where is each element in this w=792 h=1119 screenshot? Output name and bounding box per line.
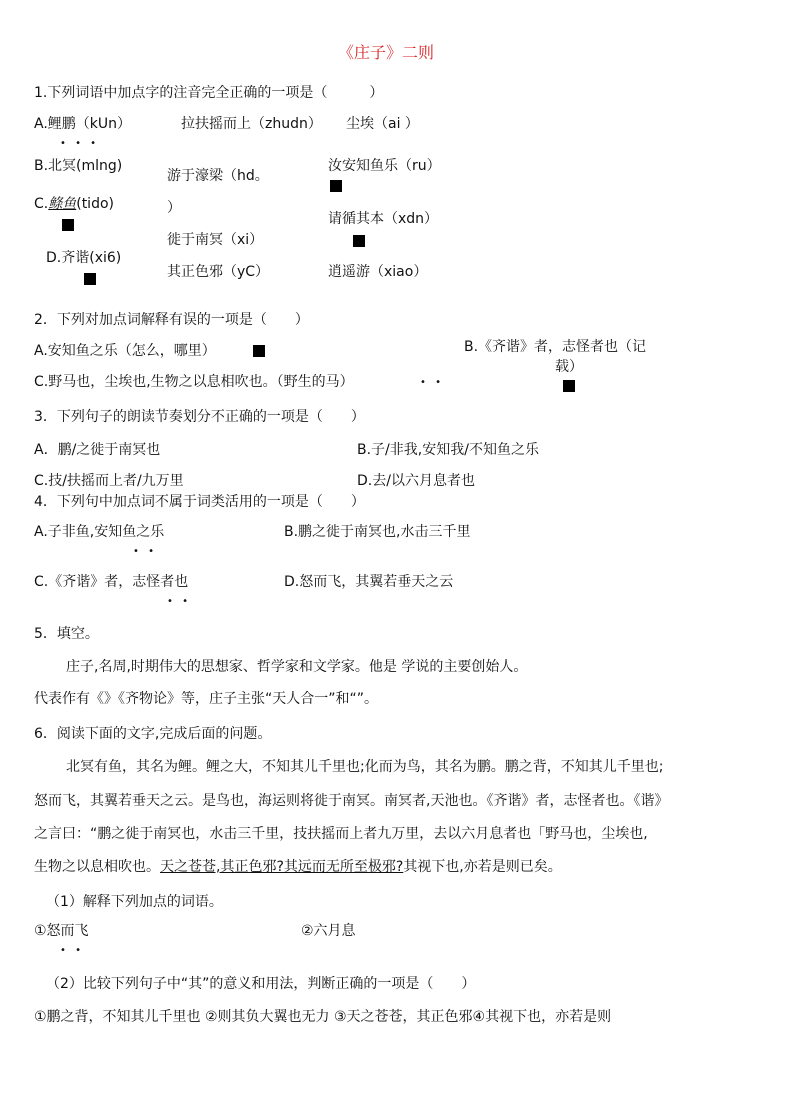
q5-line-2: 代表作有《》《齐物论》等，庄子主张“天人合一”和“”。: [34, 691, 379, 707]
emphasis-dots: • • •: [60, 138, 100, 149]
emphasis-dots: • •: [133, 546, 157, 557]
emphasis-dots: • •: [60, 945, 84, 956]
mark-square: [563, 380, 575, 392]
q1-option-d-3: 逍遥游（xiao）: [328, 264, 428, 280]
q1-option-c-3: 请循其本（xdn）: [328, 211, 439, 227]
subquestion-1: （1）解释下列加点的词语。: [46, 894, 223, 910]
passage-underlined-sentence: 天之苍苍,其正色邪?其远而无所至极邪?: [160, 859, 404, 875]
q2-option-c: C.野马也，尘埃也,生物之以息相吹也。（野生的马）: [34, 374, 354, 390]
q1-option-c: [34, 195, 114, 213]
mark-square: [353, 235, 365, 247]
page-title: 《庄子》二则: [338, 43, 435, 62]
subquestion-2-options: ①鹏之背，不知其儿千里也 ②则其负大翼也无力 ③天之苍苍，其正色邪④其视下也，亦若是则: [34, 1009, 612, 1025]
question-5-stem: 5．填空。: [34, 626, 99, 642]
passage-line-2: 怒而飞，其翼若垂天之云。是鸟也，海运则将徙于南冥。南冥者,天池也。《齐谐》者，志怪者也。《谐》: [34, 793, 669, 809]
passage-line-3: 之言曰：“鹏之徙于南冥也，水击三千里，技扶摇而上者九万里，去以六月息者也「野马也，尘埃也,: [34, 826, 648, 842]
q4-option-c: C.《齐谐》者，志怪者也: [34, 574, 189, 590]
q1-option-d: D.齐谐(xi6): [46, 250, 122, 266]
passage-line-4: [34, 858, 562, 876]
q1-option-d-2: 其正色邪（yC）: [167, 264, 270, 280]
q5-line-1: 庄子,名周,时期伟大的思想家、哲学家和文学家。他是 学说的主要创始人。: [66, 659, 528, 675]
q2-option-b-cont: 载）: [555, 359, 583, 375]
q1-option-c-prefix: C.: [34, 196, 49, 212]
question-2-stem: 2．下列对加点词解释有误的一项是（ ）: [34, 312, 309, 328]
question-6-stem: 6．阅读下面的文字,完成后面的问题。: [34, 726, 272, 742]
emphasis-dots: • •: [420, 377, 444, 388]
q1-option-a-3: 尘埃（ai ）: [346, 116, 419, 132]
subquestion-1-item-b: ②六月息: [301, 923, 356, 939]
question-1-stem: 1.下列词语中加点字的注音完全正确的一项是（ ）: [34, 85, 384, 101]
q3-option-d: D.去/以六月息者也: [357, 473, 475, 489]
q1-option-c-pinyin: (tido): [76, 196, 114, 212]
subquestion-2: （2）比较下列句子中“其”的意义和用法，判断正确的一项是（ ）: [46, 976, 476, 992]
q3-option-b: B.子/非我,安知我/不知鱼之乐: [357, 442, 539, 458]
q1-option-b: B.北冥(mlng): [34, 158, 123, 174]
q2-option-a: A.安知鱼之乐（怎么，哪里）: [34, 343, 216, 359]
q4-option-a: A.子非鱼,安知鱼之乐: [34, 524, 165, 540]
mark-square: [253, 345, 265, 357]
question-4-stem: 4．下列句中加点词不属于词类活用的一项是（ ）: [34, 494, 365, 510]
mark-square: [62, 219, 74, 231]
q1-option-a-2: 拉扶摇而上（zhudn）: [181, 116, 322, 132]
question-3-stem: 3．下列句子的朗读节奏划分不正确的一项是（ ）: [34, 409, 365, 425]
q1-option-b-3: 汝安知鱼乐（ru）: [328, 158, 441, 174]
q2-option-b: B.《齐谐》者，志怪者也（记: [464, 339, 647, 355]
q1-option-b-2-close: ）: [167, 200, 181, 216]
passage-text: 生物之以息相吹也。: [34, 859, 160, 875]
passage-text: 其视下也,亦若是则已矣。: [403, 859, 562, 875]
q4-option-d: D.怒而飞，其翼若垂天之云: [284, 574, 454, 590]
passage-line-1: 北冥有鱼，其名为鲤。鲤之大，不知其儿千里也;化而为鸟，其名为鹏。鹏之背，不知其儿千里也;: [66, 759, 664, 775]
emphasis-dots: • •: [167, 596, 191, 607]
q4-option-b: B.鹏之徙于南冥也,水击三千里: [284, 524, 471, 540]
mark-square: [84, 273, 96, 285]
q1-option-c-word: 鲦鱼: [48, 196, 77, 212]
subquestion-1-item-a: ①怒而飞: [34, 923, 89, 939]
q3-option-c: C.技/扶摇而上者/九万里: [34, 473, 184, 489]
mark-square: [330, 180, 342, 192]
q1-option-c-2: 徙于南冥（xi）: [167, 232, 264, 248]
q1-option-b-2: 游于濠梁（hd。: [167, 168, 269, 184]
q3-option-a: A．鹏/之徙于南冥也: [34, 442, 161, 458]
q1-option-a: A.鲤鹏（kUn）: [34, 116, 132, 132]
